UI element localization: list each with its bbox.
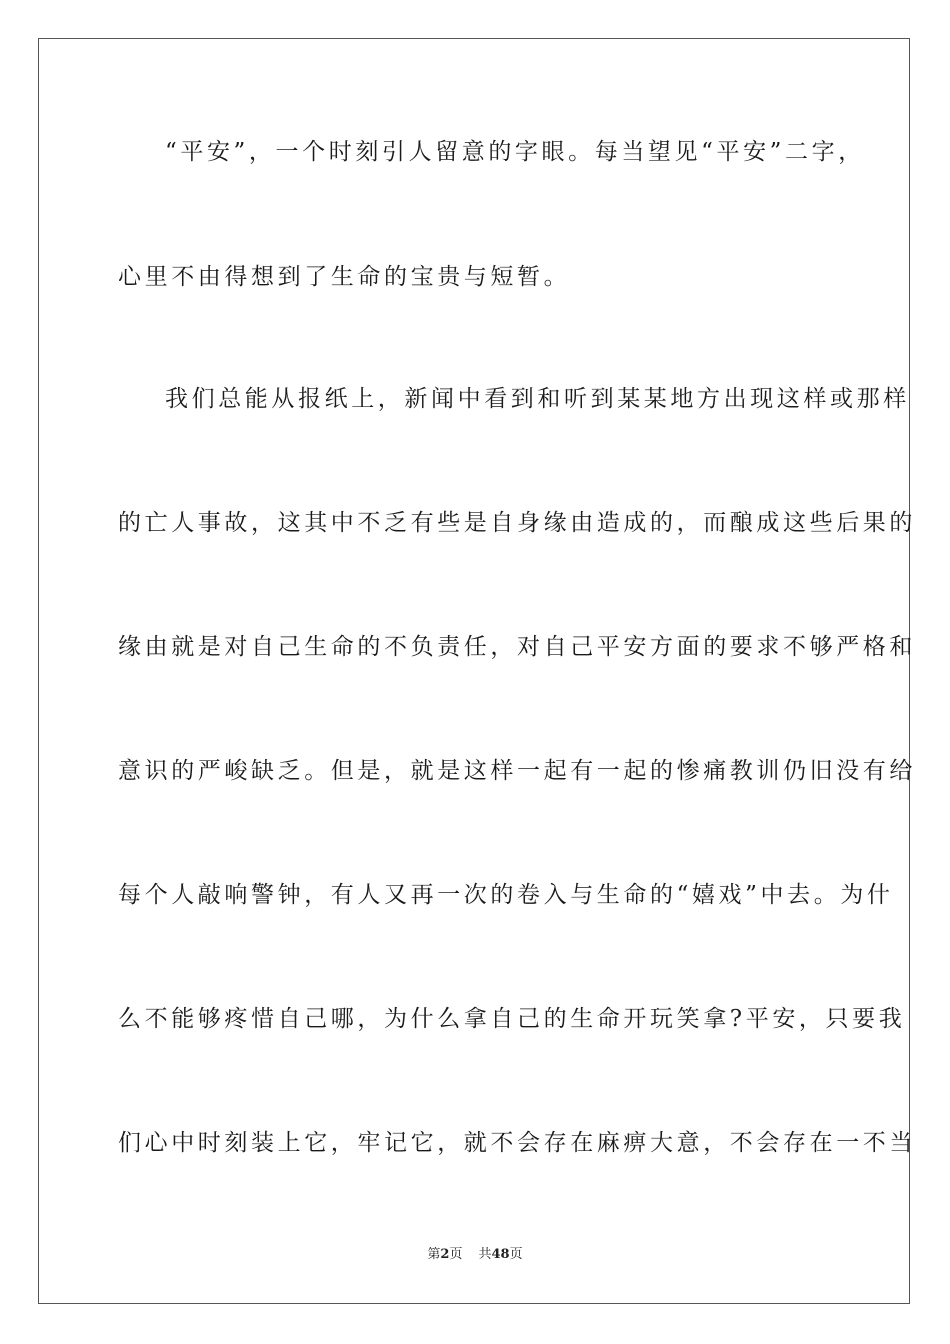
page-number: 2 bbox=[440, 1247, 450, 1262]
total-pages: 48 bbox=[491, 1247, 510, 1262]
total-prefix: 共 bbox=[478, 1247, 492, 1262]
paragraph-2-line-5: 每个人敲响警钟，有人又再一次的卷入与生命的“嬉戏”中去。为什 bbox=[118, 882, 894, 908]
paragraph-2-line-1: 我们总能从报纸上，新闻中看到和听到某某地方出现这样或那样 bbox=[165, 386, 910, 412]
paragraph-2-line-7: 们心中时刻装上它，牢记它，就不会存在麻痹大意，不会存在一不当 bbox=[118, 1130, 916, 1156]
paragraph-1-line-2: 心里不由得想到了生命的宝贵与短暂。 bbox=[118, 264, 571, 290]
paragraph-2-line-2: 的亡人事故，这其中不乏有些是自身缘由造成的，而酿成这些后果的 bbox=[118, 510, 916, 536]
paragraph-2-line-6: 么不能够疼惜自己哪，为什么拿自己的生命开玩笑拿?平安，只要我 bbox=[118, 1006, 906, 1032]
page-suffix: 页 bbox=[449, 1247, 463, 1262]
paragraph-1-line-1: “平安”，一个时刻引人留意的字眼。每当望见“平安”二字， bbox=[165, 139, 865, 165]
page-border bbox=[38, 38, 916, 1304]
paragraph-2-line-4: 意识的严峻缺乏。但是，就是这样一起有一起的惨痛教训仍旧没有给 bbox=[118, 758, 916, 784]
page-prefix: 第 bbox=[427, 1247, 441, 1262]
paragraph-2-line-3: 缘由就是对自己生命的不负责任，对自己平安方面的要求不够严格和 bbox=[118, 634, 916, 660]
page-footer bbox=[0, 1246, 950, 1264]
total-suffix: 页 bbox=[509, 1247, 523, 1262]
